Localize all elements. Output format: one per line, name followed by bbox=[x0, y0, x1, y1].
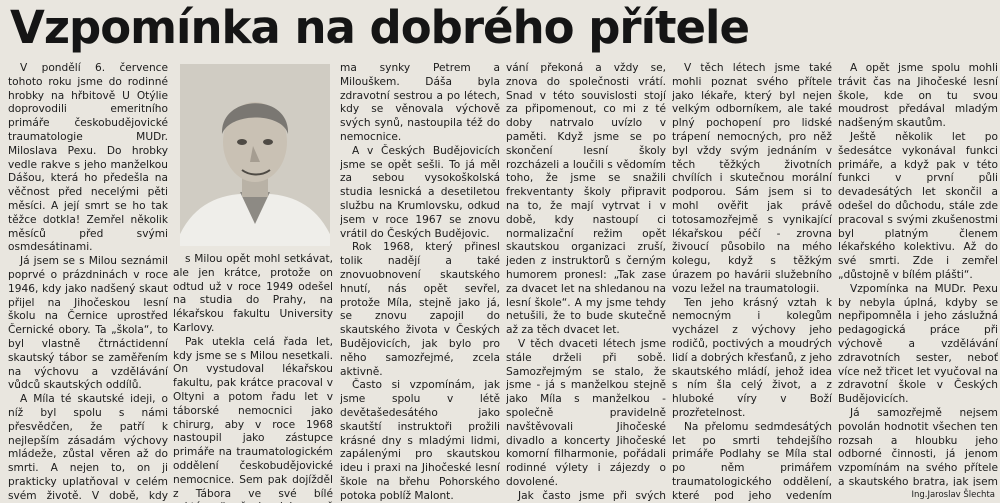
paragraph: Často si vzpomínám, jak jsme spolu v létě devětašedesátého jako skautští instruktoři prožili krásné dny s mladými lidmi, zapálenými pro skautskou ideu i praxi na Jihočeské lesní škole na břehu Pohorského potoka poblíž Malont. bbox=[340, 379, 500, 502]
article-column-2 bbox=[173, 253, 333, 503]
article-column-1 bbox=[8, 62, 168, 503]
portrait-illustration bbox=[180, 64, 330, 246]
article-headline: Vzpomínka na dobrého přítele bbox=[10, 1, 749, 54]
article-column-4 bbox=[506, 62, 666, 503]
paragraph: Rok 1968, který přinesl tolik nadějí a také znovuobnovení skautského hnutí, nás opět sevřel, protože Míla, stejně jako já, se znovu zapojil do skautského života v Českých Budějovicích, jak bylo pro něho samozřejmé, zcela aktivně. bbox=[340, 241, 500, 378]
article-column-3 bbox=[340, 62, 500, 503]
portrait-photo bbox=[180, 64, 330, 246]
paragraph: V těch dvaceti létech jsme stále drželi při sobě. Samozřejmým se stalo, že jsme - já s manželkou stejně jako Míla s manželkou - společně pravidelně navštěvovali Jihočeské divadlo a koncerty Jihočeské komorní filharmonie, pořádali rodinné výlety i zájezdy o dovolené. bbox=[506, 337, 666, 488]
paragraph: s Milou opět mohl setkávat, ale jen krátce, protože on odtud už v roce 1949 odešel na studia do Prahy, na lékařskou fakultu University Karlovy. bbox=[173, 253, 333, 334]
article-column-6 bbox=[838, 62, 998, 486]
paragraph: A Míla té skautské ideji, o níž byl spolu s námi přesvědčen, že patří k nejlepším zásadám výchovy mládeže, zůstal věren až do smrti. A nejen to, on ji prakticky uplatňoval v celém svém životě. V době, kdy bbox=[8, 393, 168, 502]
paragraph: Ještě několik let po šedesátce vykonával funkci primáře, a když pak v této funkci v první půli devadesátých let skončil a odešel do důchodu, stále zde pracoval s svými zkušenostmi byl platným členem lékařského kolektivu. Až do své smrti. Zde i zemřel „důstojně v bílém plášti“. bbox=[838, 130, 998, 281]
paragraph: Jak často jsme při svých bbox=[518, 489, 666, 502]
paragraph: Já jsem se s Milou seznámil poprvé o prázdninách v roce 1946, kdy jako nadšený skaut přijel na Jihočeskou lesní školu na Černice uprostřed Černické obory. Ta „škola“, to byl vlastně čtrnáctidenní skautský tábor se zaměřením na výchovu a vzdělávání vůdců skautských oddílů. bbox=[8, 255, 168, 392]
author-signature: Ing.Jaroslav Šlechta bbox=[911, 490, 995, 500]
paragraph: Pak utekla celá řada let, kdy jsme se s Milou nesetkali. On vystudoval lékařskou fakultu, pak krátce pracoval v Oltyni a potom řadu let v táborské nemocnici jako chirurg, aby v roce 1968 nastoupil jako zástupce primáře na traumatologickém oddělení českobudějovické nemocnice. Sem pak dojížděl z Tábora ve své bílé bbox=[173, 335, 333, 500]
paragraph: A v Českých Budějovicích jsme se opět sešli. To já měl za sebou vysokoškolská studia lesnická a desetiletou službu na Krumlovsku, odkud jsem v roce 1967 se znovu vrátil do Českých Budějovic. bbox=[340, 144, 500, 240]
paragraph: ma synky Petrem a Milouškem. Dáša byla zdravotní sestrou a po létech, kdy se věnovala výchově svých synů, nastoupila též do nemocnice. bbox=[340, 62, 500, 143]
paragraph: Vzpomínka na MUDr. Pexu by nebyla úplná, kdyby se nepřipomněla i jeho záslužná pedagogická práce při výchově a vzdělávání zdravotních sester, neboť více než třicet let vyučoval na zdravotní škole v Českých Budějovicích. bbox=[838, 282, 998, 406]
paragraph: Ten jeho krásný vztah k nemocným i kolegům vycházel z výchovy jeho rodičů, poctivých a moudrých lidí a dobrých křesťanů, z jeho skautského mládí, jehož idea s ním šla celý život, a z hluboké víry v Boží prozřetelnost. bbox=[672, 296, 832, 419]
article-column-5 bbox=[672, 62, 832, 503]
paragraph: V těch létech jsme také mohli poznat svého přítele jako lékaře, který byl nejen velkým odborníkem, ale také plný pochopení pro lidské trápení nemocných, pro něž byl vždy svým jednáním v těch těžkých životních chvílích i skutečnou morální podporou. Sám jsem si to mohl ověřit jak právě totosamozřejmě s vynikající lékařskou péčí - zrovna živoucí působilo na mého kolegu, když s těžkým úrazem po havárii služebního vozu ležel na traumatologii. bbox=[672, 62, 832, 295]
paragraph: A opět jsme spolu mohli trávit čas na Jihočeské lesní škole, kde on tu svou moudrost předával mladým nadšeným skautům. bbox=[838, 62, 998, 130]
paragraph: vání překoná a vždy se, znova do společnosti vrátí. Snad v této souvislosti stojí za připomenout, co mi z té doby natrvalo uvízlo v paměti. Když jsme se po skončení lesní školy rozcházeli a loučili s vědomím toho, že jsme se snažili frekventanty školy připravit na to, že mají vytrvat i v době, kdy nastoupí ci normalizační režim opět skautskou organizaci zruší, jeden z instruktorů s černým humorem pronesl: „Tak zase za dvacet let na shledanou na lesní škole“. A my jsme tehdy netušili, že to bude skutečně až za těch dvacet let. bbox=[506, 62, 666, 337]
paragraph: Na přelomu sedmdesátých let po smrti tehdejšího primáře Podlahy se Míla stal po něm primářem traumatologického oddělení, které pod jeho vedením bbox=[672, 420, 832, 502]
paragraph: Já samozřejmě nejsem povolán hodnotit všechen ten rozsah a hloubku jeho odborné činnosti, já jenom vzpomínám na svého přítele a skautského bratra, jak jsem bbox=[838, 406, 998, 486]
paragraph: V pondělí 6. července tohoto roku jsme do rodinné hrobky na hřbitově U Otýlie doprovodili emeritního primáře českobudějovické traumatologie MUDr. Miloslava Pexu. Do hrobky vedle rakve s jeho manželkou Dášou, která ho předešla na věčnost před necelými pěti měsíci. A její smrt se ho tak těžce dotkla! Zemřel několik měsíců před svými osmdesátinami. bbox=[8, 62, 168, 254]
